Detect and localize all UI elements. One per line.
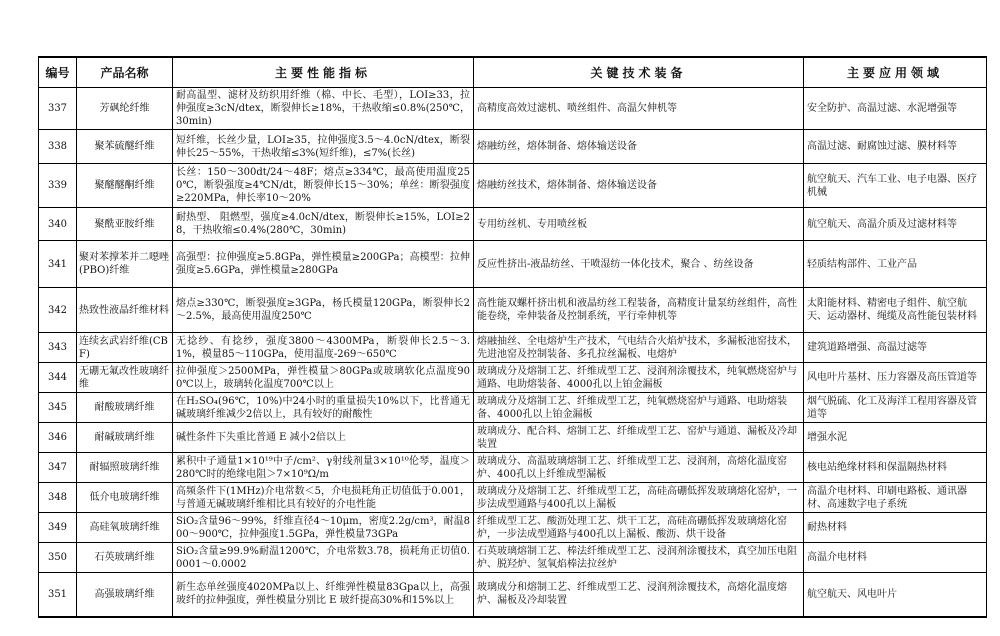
row-technology: 熔融抽丝、全电熔炉生产技术，气电结合火焰炉技术，多漏板池窑技术，先进池窑及控制装备、多孔拉丝漏板、电熔炉: [474, 333, 804, 363]
row-performance: 熔点≥330℃，断裂强度≥3GPa，杨氏模量120GPa，断裂伸长2～2.5%，最高使用温度250℃: [173, 288, 474, 333]
row-technology: 玻璃成分及熔制工艺、纤维成型工艺，高硅高硼低挥发玻璃熔化窑炉，一步法成型通路与400孔以上漏板: [474, 483, 804, 513]
product-table-page: [38, 56, 986, 618]
row-application: 风电叶片基材、压力容器及高压管道等: [804, 363, 987, 393]
row-application: 高温介电材料、印刷电路板、通讯器材、高速数字电子系统: [804, 483, 987, 513]
row-technology: 熔融纺丝，熔体制备、熔体输送设备: [474, 130, 804, 164]
table-row: [39, 130, 987, 164]
row-application: 高温介电材料: [804, 543, 987, 573]
table-row: [39, 288, 987, 333]
row-technology: 专用纺丝机、专用喷丝板: [474, 208, 804, 241]
row-product-name: 高硅氧玻璃纤维: [77, 513, 173, 543]
header-technology: 关键技术装备: [474, 57, 804, 88]
row-technology: 玻璃成分及熔制工艺、纤维成型工艺，纯氧燃烧窑炉与通路、电助熔装备、4000孔以上铂金漏板: [474, 393, 804, 423]
row-performance: 累积中子通量1×10¹⁹中子/cm²、γ射线剂量3×10¹⁰伦琴，温度＞280℃时的绝缘电阻＞7×10⁹Ω/m: [173, 453, 474, 483]
row-num: 337: [39, 88, 77, 130]
table-row: [39, 208, 987, 241]
row-application: 核电站绝缘材料和保温隔热材料: [804, 453, 987, 483]
table-row: [39, 363, 987, 393]
row-application: 航空航天、风电叶片: [804, 573, 987, 617]
row-product-name: 耐辐照玻璃纤维: [77, 453, 173, 483]
table-row: [39, 513, 987, 543]
product-table: [38, 56, 987, 618]
header-performance: 主要性能指标: [173, 57, 474, 88]
row-technology: 玻璃成分、高温玻璃熔制工艺、纤维成型工艺、浸润剂，高熔化温度窑炉、400孔以上纤维成型漏板: [474, 453, 804, 483]
row-num: 343: [39, 333, 77, 363]
row-num: 338: [39, 130, 77, 164]
row-performance: 在H₂SO₄(96℃，10%)中24小时的重量损失10%以下，比普通无碱玻璃纤维减少2倍以上，具有较好的耐酸性: [173, 393, 474, 423]
row-num: 344: [39, 363, 77, 393]
row-application: 增强水泥: [804, 423, 987, 453]
row-technology: 高性能双螺杆挤出机和液晶纺丝工程装备，高精度计量泵纺丝组件，高性能卷绕，牵伸装备及控制系统，平行牵伸机等: [474, 288, 804, 333]
table-row: [39, 543, 987, 573]
row-performance: 高频条件下(1MHz)介电常数＜5，介电损耗角正切值低于0.001，与普通无碱玻璃纤维相比具有较好的介电性能: [173, 483, 474, 513]
row-product-name: 聚苯硫醚纤维: [77, 130, 173, 164]
row-performance: 碱性条件下失重比普通 E 减小2倍以上: [173, 423, 474, 453]
header-name: 产品名称: [77, 57, 173, 88]
row-num: 350: [39, 543, 77, 573]
row-application: 航空航天、汽车工业、电子电器、医疗机械: [804, 164, 987, 208]
row-num: 345: [39, 393, 77, 423]
row-performance: 短纤维，长丝少量，LOI≥35，拉伸强度3.5～4.0cN/dtex，断裂伸长25～55%，干热收缩≤3%(短纤维)，≤7%(长丝): [173, 130, 474, 164]
header-num: 编号: [39, 57, 77, 88]
table-row: [39, 241, 987, 288]
row-num: 342: [39, 288, 77, 333]
row-num: 347: [39, 453, 77, 483]
row-product-name: 石英玻璃纤维: [77, 543, 173, 573]
row-application: 建筑道路增强、高温过滤等: [804, 333, 987, 363]
row-performance: 拉伸强度＞2500MPa，弹性模量＞80GPa或玻璃软化点温度900℃以上，玻璃转化温度700℃以上: [173, 363, 474, 393]
row-technology: 反应性挤出-液晶纺丝、干喷湿纺一体化技术，聚合 、纺丝设备: [474, 241, 804, 288]
row-performance: 新生态单丝强度4020MPa以上、纤维弹性模量83Gpa以上，高强玻纤的拉伸强度，弹性模量分别比 E 玻纤提高30%和15%以上: [173, 573, 474, 617]
row-performance: 高强型：拉伸强度≥5.8GPa，弹性模量≥200GPa；高模型：拉伸强度≥5.6GPa，弹性模量≥280GPa: [173, 241, 474, 288]
row-application: 耐热材料: [804, 513, 987, 543]
row-product-name: 芳砜纶纤维: [77, 88, 173, 130]
row-performance: 长丝：150～300dt/24～48F；熔点≥334℃，最高使用温度250℃，断裂强度≥4℃N/dt，断裂伸长15～30%；单丝：断裂强度≥220MPa，伸长率10～20%: [173, 164, 474, 208]
table-row: [39, 88, 987, 130]
row-num: 349: [39, 513, 77, 543]
row-num: 339: [39, 164, 77, 208]
row-product-name: 低介电玻璃纤维: [77, 483, 173, 513]
row-application: 安全防护、高温过滤、水泥增强等: [804, 88, 987, 130]
row-technology: 纤维成型工艺、酸沥处理工艺、烘干工艺，高硅高硼低挥发玻璃熔化窑炉，一步法成型通路与400孔以上漏板、酸沥、烘干设备: [474, 513, 804, 543]
row-technology: 石英玻璃熔制工艺、棒法纤维成型工艺、浸润剂涂覆技术，真空加压电阻炉、脱羟炉、氢氧焰棒法拉丝炉: [474, 543, 804, 573]
table-row: [39, 333, 987, 363]
row-product-name: 聚酰亚胺纤维: [77, 208, 173, 241]
row-product-name: 无硼无氟改性玻璃纤维: [77, 363, 173, 393]
row-technology: 玻璃成分、配合料、熔制工艺、纤维成型工艺、窑炉与通道、漏板及冷却装置: [474, 423, 804, 453]
row-performance: 无捻纱、有捻纱，强度3800～4300MPa，断裂伸长2.5～3.1%，模量85～110GPa，使用温度-269～650℃: [173, 333, 474, 363]
row-product-name: 耐酸玻璃纤维: [77, 393, 173, 423]
row-technology: 高精度高效过滤机、喷丝组件、高温欠伸机等: [474, 88, 804, 130]
row-num: 351: [39, 573, 77, 617]
table-row: [39, 453, 987, 483]
row-product-name: 连续玄武岩纤维(CBF): [77, 333, 173, 363]
row-technology: 熔融纺丝技术，熔体制备、熔体输送设备: [474, 164, 804, 208]
row-application: 航空航天、高温介质及过滤材料等: [804, 208, 987, 241]
row-application: 太阳能材料、精密电子组件、航空航天、运动器材、绳缆及高性能包装材料: [804, 288, 987, 333]
row-performance: 耐热型、 阻燃型，强度≥4.0cN/dtex，断裂伸长≥15%，LOI≥28，干热收缩≤0.4%(280℃，30min): [173, 208, 474, 241]
row-product-name: 高强玻璃纤维: [77, 573, 173, 617]
row-num: 341: [39, 241, 77, 288]
row-product-name: 聚对苯撑苯并二噁唑(PBO)纤维: [77, 241, 173, 288]
table-header-row: [39, 57, 987, 88]
row-num: 348: [39, 483, 77, 513]
row-num: 346: [39, 423, 77, 453]
row-performance: 耐高温型、滤材及纺织用纤维（棉、中长、毛型），LOI≥33，拉伸强度≥3cN/dtex，断裂伸长≥18%，干热收缩≤0.8%(250℃，30min): [173, 88, 474, 130]
table-row: [39, 573, 987, 617]
table-row: [39, 393, 987, 423]
row-technology: 玻璃成分和熔制工艺、纤维成型工艺、浸润剂涂覆技术，高熔化温度熔炉、漏板及冷却装置: [474, 573, 804, 617]
row-num: 340: [39, 208, 77, 241]
row-product-name: 耐碱玻璃纤维: [77, 423, 173, 453]
row-application: 高温过滤、耐腐蚀过滤、膜材料等: [804, 130, 987, 164]
header-application: 主要应用领域: [804, 57, 987, 88]
row-product-name: 聚醚醚酮纤维: [77, 164, 173, 208]
row-performance: SiO₂含量≥99.9%耐温1200℃，介电常数3.78，损耗角正切值0.0001～0.0002: [173, 543, 474, 573]
table-row: [39, 164, 987, 208]
row-application: 轻质结构部件、工业产品: [804, 241, 987, 288]
row-product-name: 热致性液晶纤维材料: [77, 288, 173, 333]
row-performance: SiO₂含量96～99%，纤维直径4～10μm，密度2.2g/cm³，耐温800～900℃，拉伸强度1.5GPa，弹性模量73GPa: [173, 513, 474, 543]
table-row: [39, 483, 987, 513]
row-application: 烟气脱硫、化工及海洋工程用容器及管道等: [804, 393, 987, 423]
table-row: [39, 423, 987, 453]
row-technology: 玻璃成分及熔制工艺、纤维成型工艺、浸润剂涂覆技术，纯氧燃烧窑炉与通路、电助熔装备、4000孔以上铂金漏板: [474, 363, 804, 393]
